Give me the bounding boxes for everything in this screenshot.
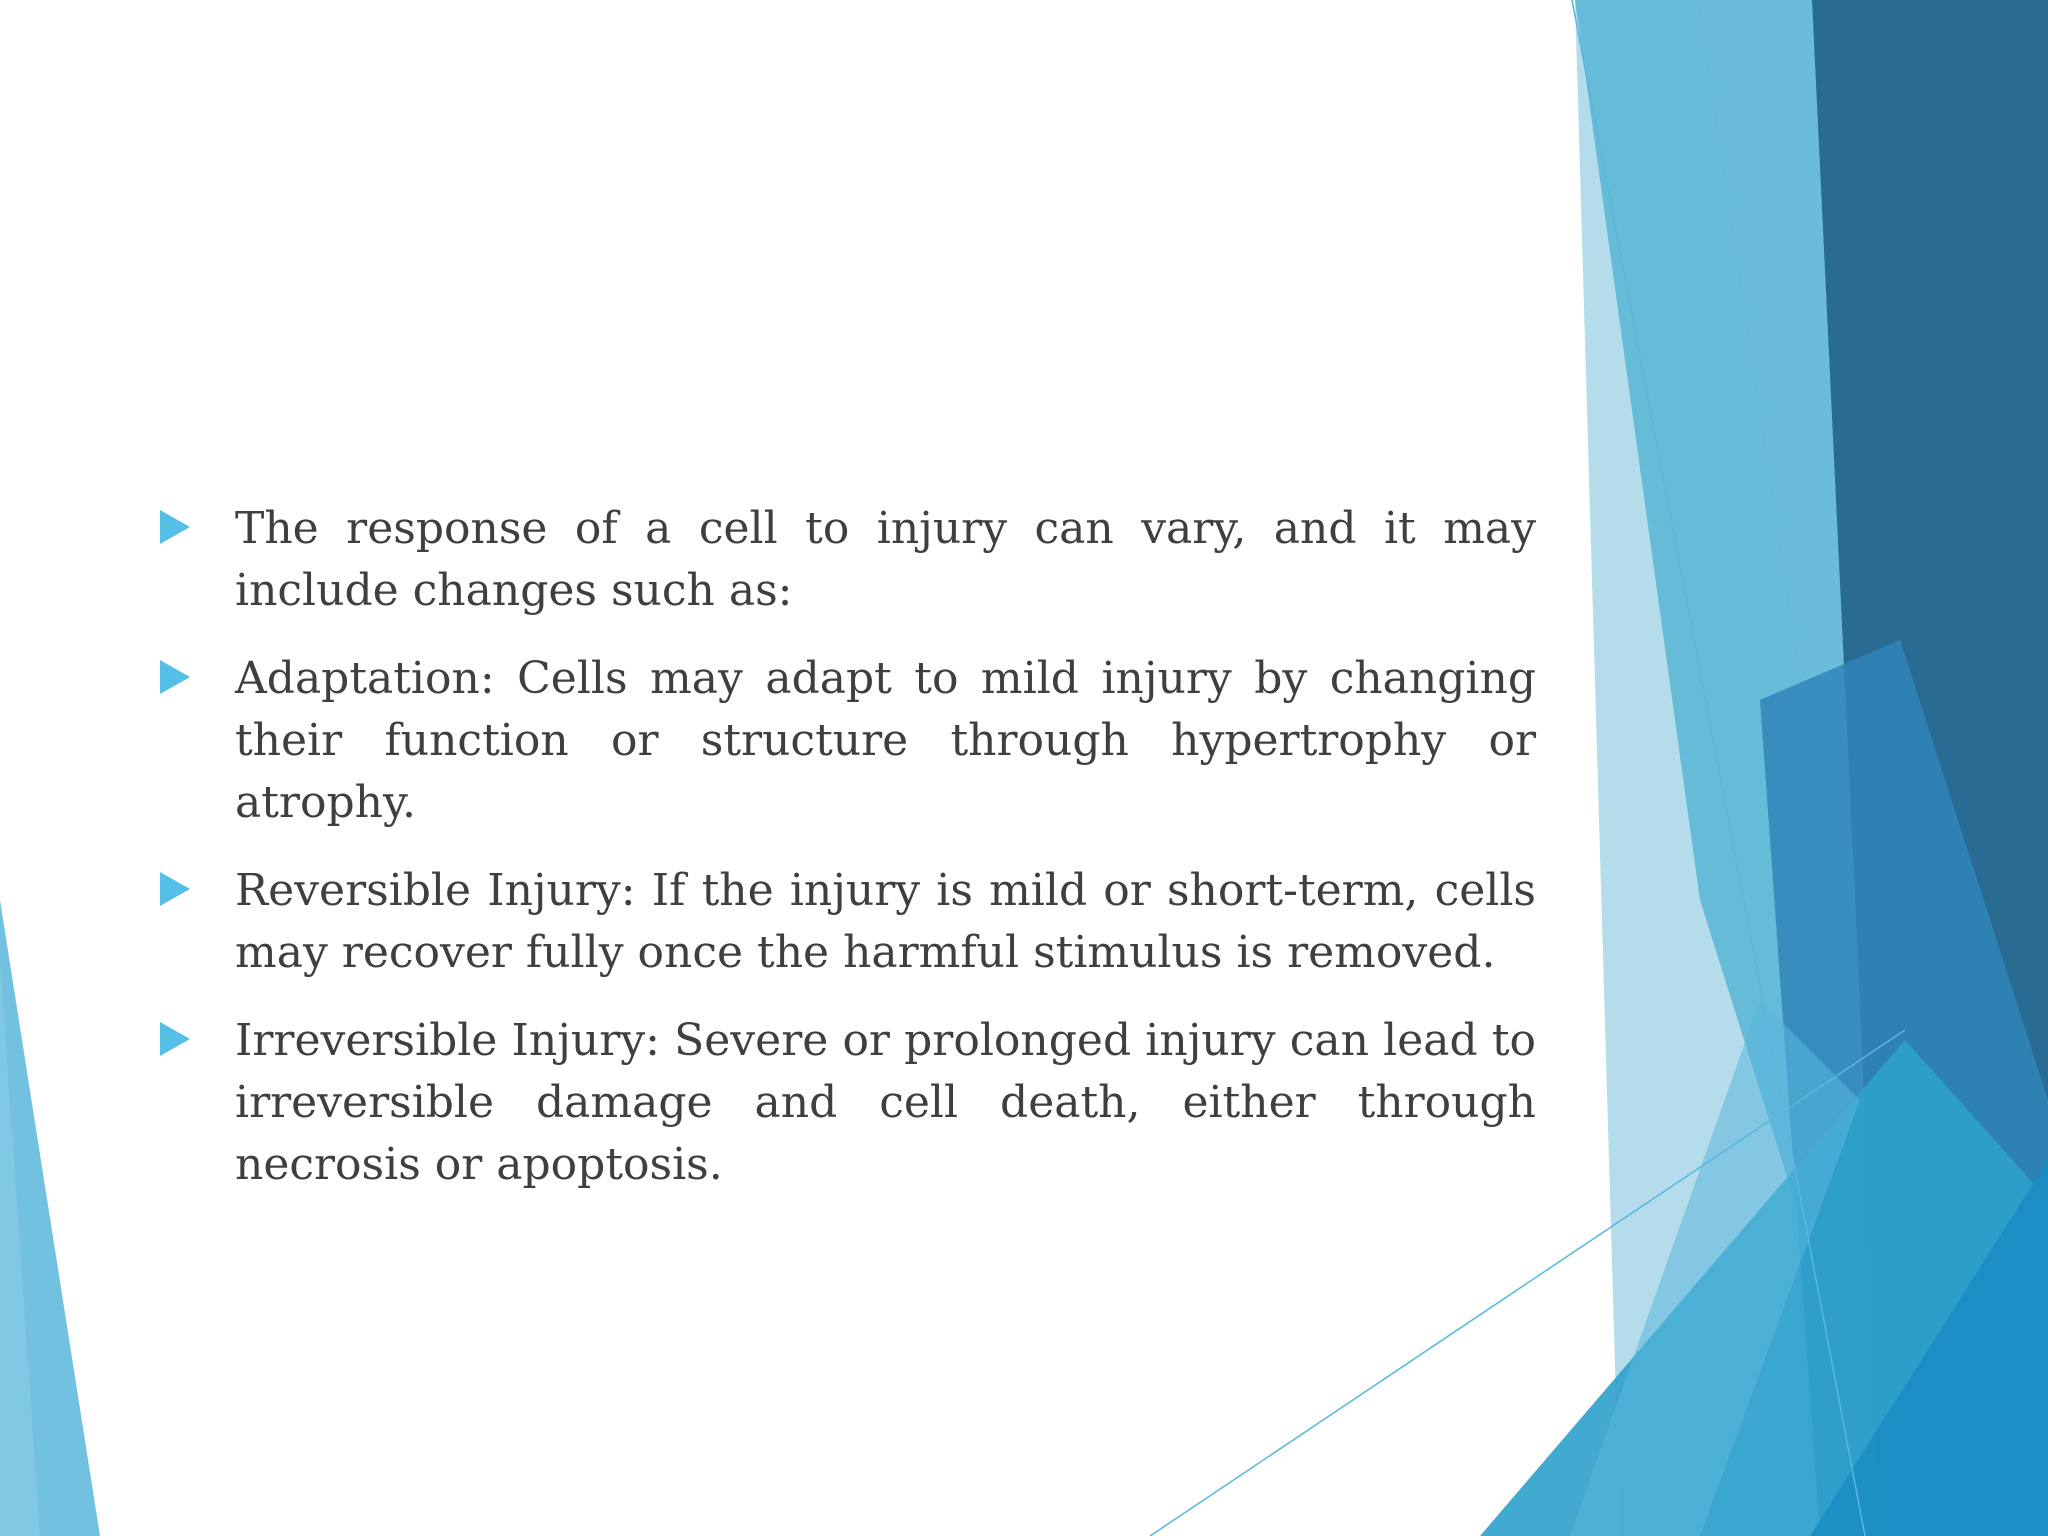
bullet-text: The response of a cell to injury can vary, and it may include changes such as:: [235, 503, 1536, 616]
triangle-right-icon: [160, 872, 190, 906]
bullet-item: [150, 648, 1536, 834]
bullet-text: Reversible Injury: If the injury is mild or short-term, cells may recover fully once the harmful stimulus is removed.: [235, 865, 1536, 978]
bullet-list: [150, 498, 1536, 1196]
bullet-item: [150, 860, 1536, 984]
bullet-text: Adaptation: Cells may adapt to mild injury by changing their function or structure through hypertrophy or atrophy.: [235, 653, 1536, 828]
slide-body: [150, 498, 1536, 1222]
bullet-item: [150, 1010, 1536, 1196]
triangle-right-icon: [160, 1022, 190, 1056]
bullet-text: Irreversible Injury: Severe or prolonged injury can lead to irreversible damage and cell death, either through necrosis or apoptosis.: [235, 1015, 1536, 1190]
bullet-item: [150, 498, 1536, 622]
triangle-right-icon: [160, 510, 190, 544]
triangle-right-icon: [160, 660, 190, 694]
